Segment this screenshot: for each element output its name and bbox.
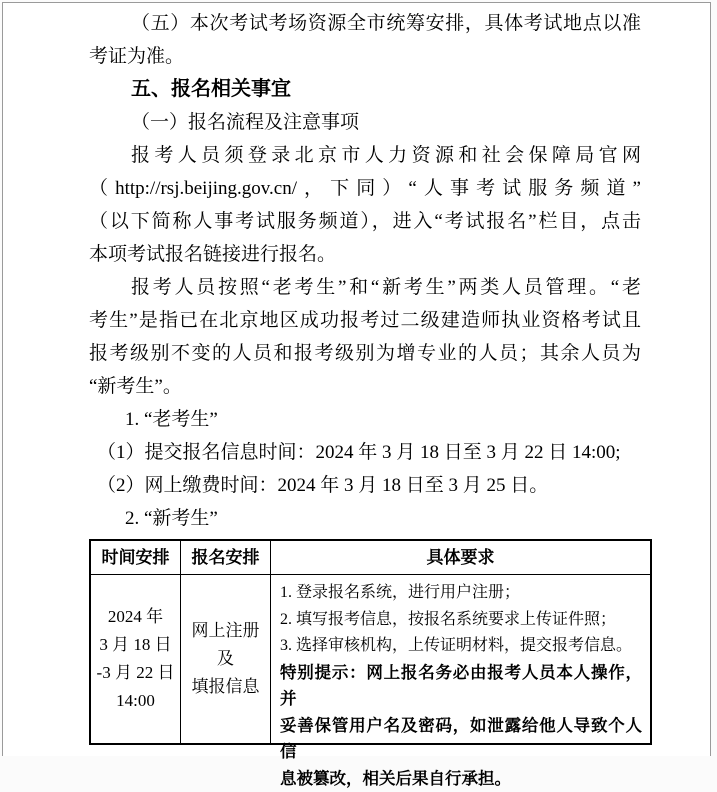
arrangement-line: 填报信息	[192, 673, 260, 701]
old-examinee-item: 1. “老考生”	[89, 403, 641, 436]
text-line: 考生”是指已在北京地区成功报考过二级建造师执业资格考试且	[89, 304, 641, 337]
requirement-step: 2. 填写报考信息，按报名系统要求上传证件照；	[280, 607, 642, 634]
requirements-cell	[271, 575, 650, 743]
time-line: 2024 年	[108, 603, 163, 631]
time-line: -3 月 22 日	[97, 659, 175, 687]
text-line: 本项考试报名链接进行报名。	[89, 238, 641, 271]
text-line: 考证为准。	[89, 40, 641, 73]
table-header-requirements: 具体要求	[271, 541, 650, 574]
text-line: 报考级别不变的人员和报考级别为增专业的人员；其余人员为	[89, 337, 641, 370]
time-cell	[91, 575, 181, 743]
document-content	[89, 7, 641, 535]
subsection-1-heading: （一）报名流程及注意事项	[89, 106, 641, 139]
table-header-arrangement: 报名安排	[181, 541, 271, 574]
special-note-line: 息被篡改，相关后果自行承担。	[280, 766, 642, 792]
requirement-step: 3. 选择审核机构，上传证明材料，提交报考信息。	[280, 633, 642, 660]
arrangement-line: 网上注册	[192, 617, 260, 645]
special-note-line: 特别提示：网上报名务必由报考人员本人操作，并	[280, 660, 642, 713]
text-line: 报考人员须登录北京市人力资源和社会保障局官网	[89, 139, 641, 172]
special-note-line: 妥善保管用户名及密码，如泄露给他人导致个人信	[280, 713, 642, 766]
requirement-step: 1. 登录报名系统，进行用户注册；	[280, 580, 642, 607]
text-line: “新考生”。	[89, 370, 641, 403]
submit-time-line: （1）提交报名信息时间：2024 年 3 月 18 日至 3 月 22 日 14:00;	[89, 436, 641, 469]
new-examinee-item: 2. “新考生”	[89, 502, 641, 535]
table-body-row	[91, 575, 650, 743]
arrangement-cell	[181, 575, 271, 743]
payment-time-line: （2）网上缴费时间：2024 年 3 月 18 日至 3 月 25 日。	[89, 469, 641, 502]
table-header-row	[91, 541, 650, 575]
text-line: （以下简称人事考试服务频道），进入“考试报名”栏目，点击	[89, 205, 641, 238]
text-line: （五）本次考试考场资源全市统筹安排，具体考试地点以准	[89, 7, 641, 40]
section-5-heading: 五、报名相关事宜	[89, 73, 641, 106]
document-page	[2, 2, 711, 756]
time-line: 14:00	[116, 687, 155, 715]
text-line: 报考人员按照“老考生”和“新考生”两类人员管理。“老	[89, 271, 641, 304]
table-header-time: 时间安排	[91, 541, 181, 574]
text-line-with-url: （http://rsj.beijing.gov.cn/，下同）“人事考试服务频道”	[89, 172, 641, 205]
registration-table	[89, 539, 652, 745]
time-line: 3 月 18 日	[99, 631, 171, 659]
arrangement-line: 及	[217, 645, 234, 673]
